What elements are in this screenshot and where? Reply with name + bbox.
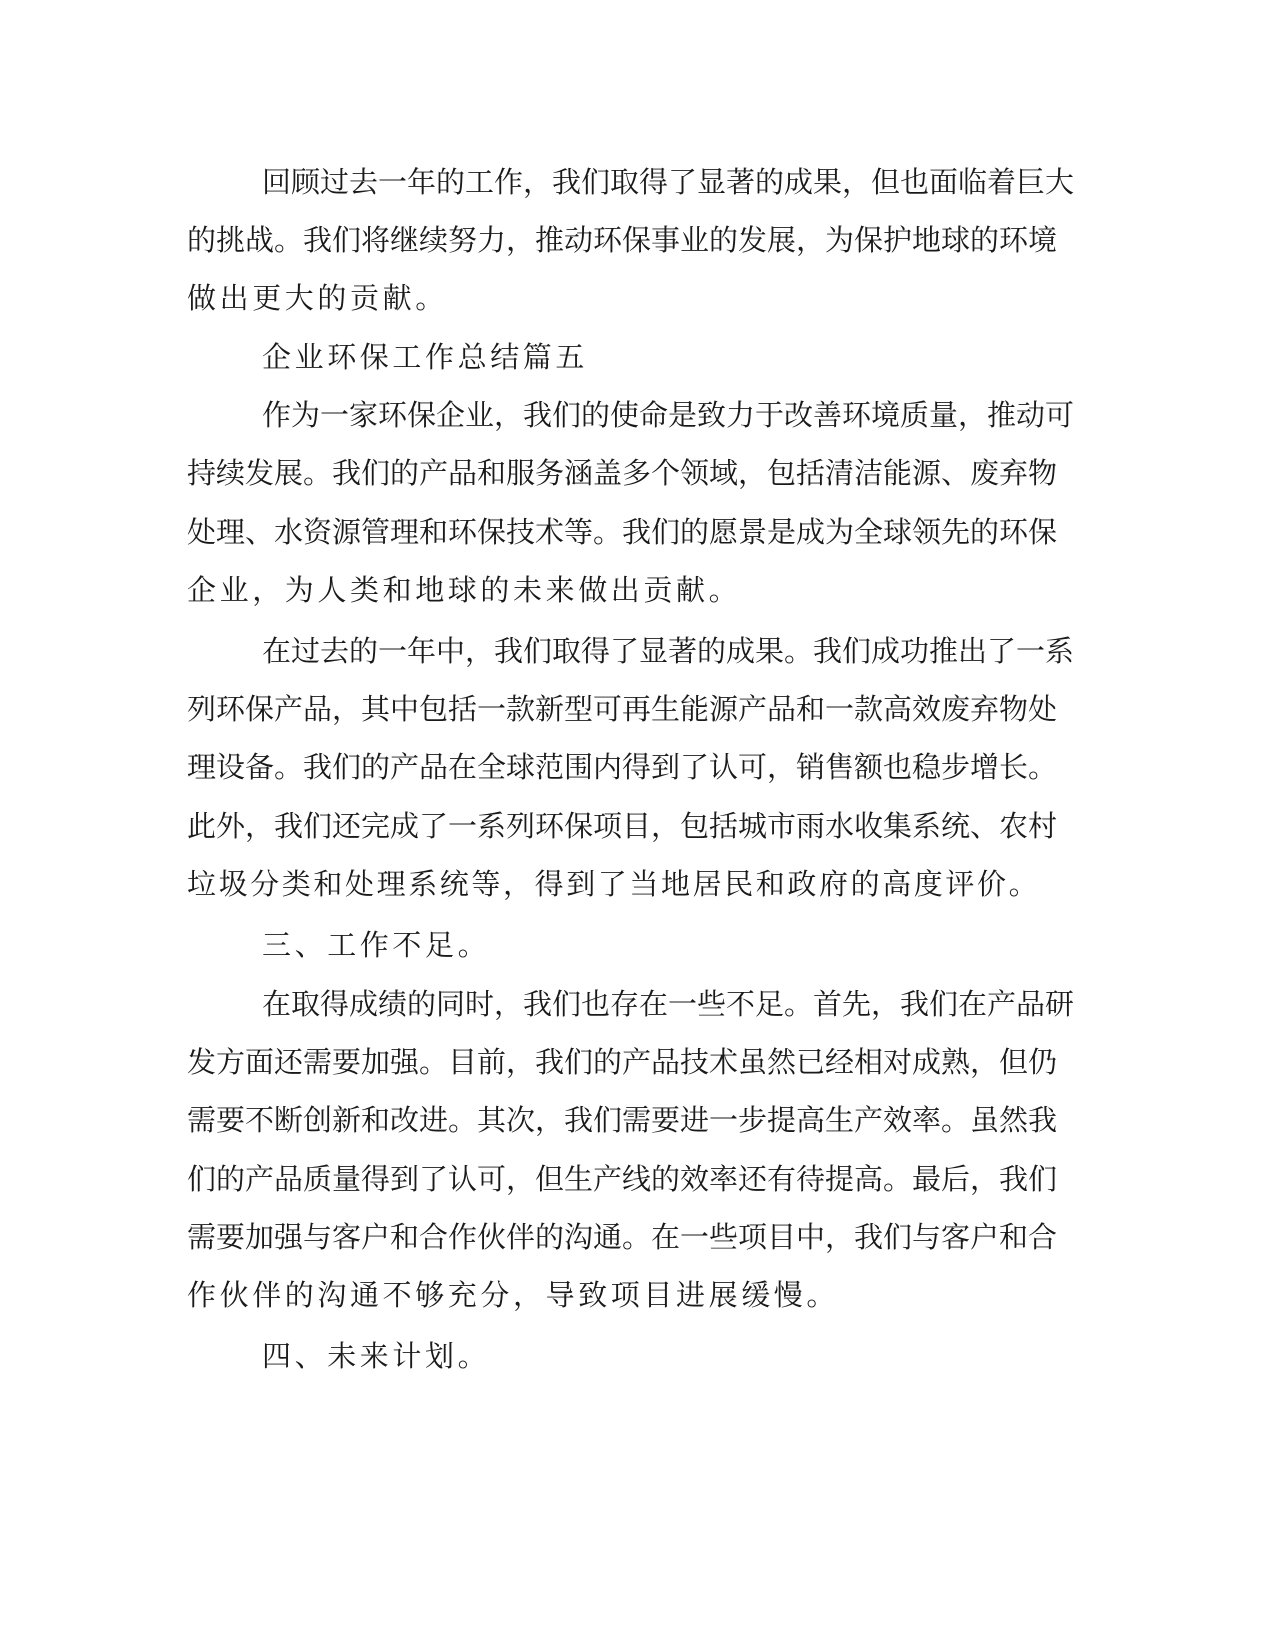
text-line: 此外，我们还完成了一系列环保项目，包括城市雨水收集系统、农村 [187,809,1058,843]
text-line: 作为一家环保企业，我们的使命是致力于改善环境质量，推动可 [262,398,1075,432]
text-line: 在取得成绩的同时，我们也存在一些不足。首先，我们在产品研 [262,987,1075,1021]
section-heading: 三、工作不足。 [262,928,491,962]
text-line: 回顾过去一年的工作，我们取得了显著的成果，但也面临着巨大 [262,165,1075,199]
section-heading: 四、未来计划。 [262,1339,491,1373]
text-line: 作伙伴的沟通不够充分，导致项目进展缓慢。 [187,1278,840,1312]
text-line: 持续发展。我们的产品和服务涵盖多个领域，包括清洁能源、废弃物 [187,456,1058,490]
text-line: 发方面还需要加强。目前，我们的产品技术虽然已经相对成熟，但仍 [187,1045,1058,1079]
text-line: 们的产品质量得到了认可，但生产线的效率还有待提高。最后，我们 [187,1162,1058,1196]
text-line: 企业，为人类和地球的未来做出贡献。 [187,573,742,607]
text-line: 需要不断创新和改进。其次，我们需要进一步提高生产效率。虽然我 [187,1103,1058,1137]
text-line: 列环保产品，其中包括一款新型可再生能源产品和一款高效废弃物处 [187,692,1058,726]
text-line: 需要加强与客户和合作伙伴的沟通。在一些项目中，我们与客户和合 [187,1220,1058,1254]
text-line: 做出更大的贡献。 [187,281,448,315]
text-line: 的挑战。我们将继续努力，推动环保事业的发展，为保护地球的环境 [187,223,1058,257]
section-heading: 企业环保工作总结篇五 [262,340,589,374]
text-line: 在过去的一年中，我们取得了显著的成果。我们成功推出了一系 [262,634,1075,668]
text-line: 理设备。我们的产品在全球范围内得到了认可，销售额也稳步增长。 [187,750,1058,784]
text-line: 垃圾分类和处理系统等，得到了当地居民和政府的高度评价。 [187,867,1041,901]
text-line: 处理、水资源管理和环保技术等。我们的愿景是成为全球领先的环保 [187,515,1058,549]
